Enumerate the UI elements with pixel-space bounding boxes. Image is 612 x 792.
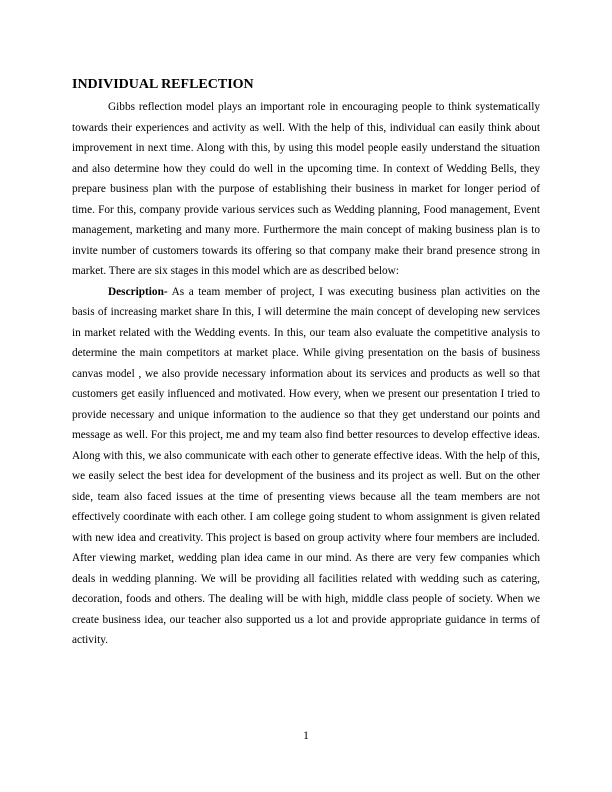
description-paragraph-text: As a team member of project, I was executing business plan activities on the basis of increasing market share In this, I will determine the main concept of developing new services in market related with the Wedding events. In this, our team also evaluate the competitive analysis to determine the main competitors at market place. While giving presentation on the basis of business canvas model , we also provide necessary information about its services and products as well so that customers get easily influenced and motivated. How every, when we present our presentation I tried to provide necessary and unique information to the audience so that they get understand our points and message as well. For this project, me and my team also find better resources to develop effective ideas. Along with this, we also communicate with each other to generate effective ideas. With the help of this, we easily select the best idea for development of the business and its project as well. But on the other side, team also faced issues at the time of presenting views because all the team members are not effectively coordinate with each other. I am college going student to whom assignment is given related with new idea and creativity. This project is based on group activity where four members are included. After viewing market, wedding plan idea came in our mind. As there are very few companies which deals in wedding planning. We will be providing all facilities related with wedding such as catering, decoration, foods and others. The dealing will be with high, middle class people of society. When we create business idea, our teacher also supported us a lot and provide appropriate guidance in terms of activity.: [72, 285, 540, 646]
description-lead: Description-: [108, 285, 168, 298]
description-paragraph: [72, 282, 540, 651]
intro-paragraph-text: Gibbs reflection model plays an important role in encouraging people to think systematically towards their experiences and activity as well. With the help of this, individual can easily think about improvement in next time. Along with this, by using this model people easily understand the situation and also determine how they could do well in the upcoming time. In context of Wedding Bells, they prepare business plan with the purpose of establishing their business in market for longer period of time. For this, company provide various services such as Wedding planning, Food management, Event management, marketing and many more. Furthermore the main concept of making business plan is to invite number of customers towards its offering so that company make their brand presence strong in market. There are six stages in this model which are as described below:: [72, 101, 540, 277]
page-number: 1: [303, 730, 309, 742]
document-body: [72, 76, 540, 651]
section-heading: INDIVIDUAL REFLECTION: [72, 77, 254, 92]
intro-paragraph: [72, 97, 540, 282]
